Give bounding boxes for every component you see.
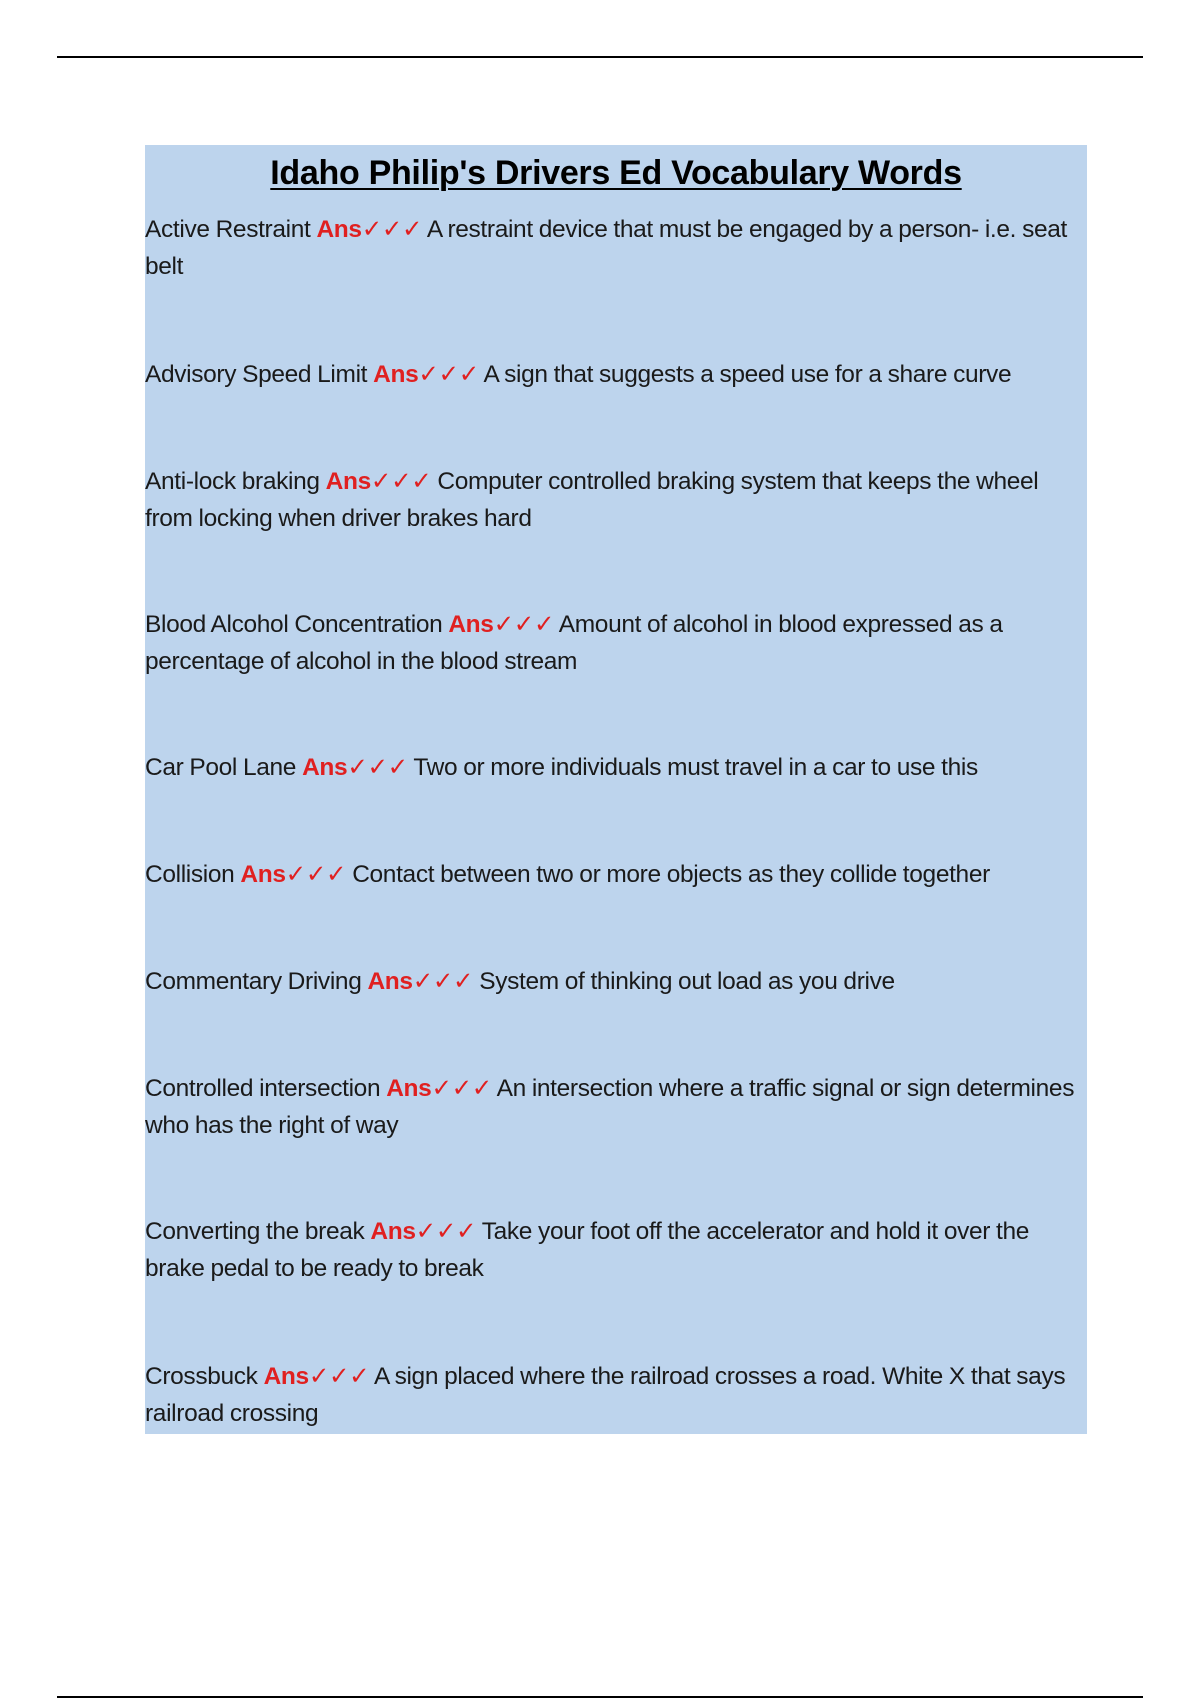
entry-term: Commentary Driving (145, 968, 362, 995)
vocabulary-entry (145, 463, 1087, 537)
entry-definition: System of thinking out load as you drive (479, 968, 895, 995)
entry-term: Active Restraint (145, 216, 311, 243)
vocabulary-entry (145, 211, 1087, 285)
entry-term: Converting the break (145, 1218, 365, 1245)
answer-label: Ans (325, 468, 371, 495)
vocabulary-entry (145, 749, 1087, 786)
check-marks-icon: ✓✓✓ (493, 611, 555, 638)
check-marks-icon: ✓✓✓ (431, 1075, 492, 1102)
check-marks-icon: ✓✓✓ (285, 861, 347, 888)
vocabulary-entry (145, 1070, 1087, 1144)
entry-definition: An intersection where a traffic signal or sign determines who has the right of way (145, 1075, 1075, 1139)
vocabulary-entry (145, 356, 1087, 393)
check-marks-icon: ✓✓✓ (412, 968, 474, 995)
entry-term: Crossbuck (145, 1363, 258, 1390)
top-rule (57, 56, 1143, 58)
vocabulary-entry (145, 606, 1087, 680)
answer-label: Ans (302, 754, 348, 781)
answer-label: Ans (448, 611, 494, 638)
entry-term: Advisory Speed Limit (145, 361, 368, 388)
check-marks-icon: ✓✓✓ (418, 361, 479, 388)
answer-label: Ans (316, 216, 362, 243)
entry-term: Car Pool Lane (145, 754, 297, 781)
check-marks-icon: ✓✓✓ (347, 754, 408, 781)
bottom-rule (57, 1696, 1143, 1698)
entry-definition: Take your foot off the accelerator and hold it over the brake pedal to be ready to break (145, 1218, 1030, 1282)
entry-definition: Two or more individuals must travel in a car to use this (413, 754, 978, 781)
entry-term: Collision (145, 861, 235, 888)
check-marks-icon: ✓✓✓ (308, 1363, 370, 1390)
entry-term: Anti-lock braking (145, 468, 320, 495)
answer-label: Ans (386, 1075, 432, 1102)
entry-term: Blood Alcohol Concentration (145, 611, 443, 638)
vocabulary-entry (145, 963, 1087, 1000)
entry-term: Controlled intersection (145, 1075, 381, 1102)
vocabulary-entry (145, 1213, 1087, 1287)
answer-label: Ans (240, 861, 286, 888)
answer-label: Ans (373, 361, 419, 388)
entry-definition: Computer controlled braking system that keeps the wheel from locking when driver brakes hard (145, 468, 1039, 532)
vocabulary-entry (145, 1358, 1087, 1432)
entry-definition: A restraint device that must be engaged by a person- i.e. seat belt (145, 216, 1067, 280)
entry-definition: Amount of alcohol in blood expressed as a percentage of alcohol in the blood stream (145, 611, 1003, 675)
check-marks-icon: ✓✓✓ (415, 1218, 477, 1245)
entry-definition: A sign placed where the railroad crosses a road. White X that says railroad crossing (145, 1363, 1066, 1427)
check-marks-icon: ✓✓✓ (361, 216, 423, 243)
answer-label: Ans (367, 968, 413, 995)
entry-definition: A sign that suggests a speed use for a share curve (483, 361, 1012, 388)
vocabulary-sheet (145, 145, 1087, 1434)
document-title: Idaho Philip's Drivers Ed Vocabulary Words (270, 154, 962, 192)
answer-label: Ans (263, 1363, 309, 1390)
answer-label: Ans (370, 1218, 416, 1245)
entry-definition: Contact between two or more objects as they collide together (352, 861, 990, 888)
check-marks-icon: ✓✓✓ (370, 468, 432, 495)
vocabulary-entry (145, 856, 1087, 893)
